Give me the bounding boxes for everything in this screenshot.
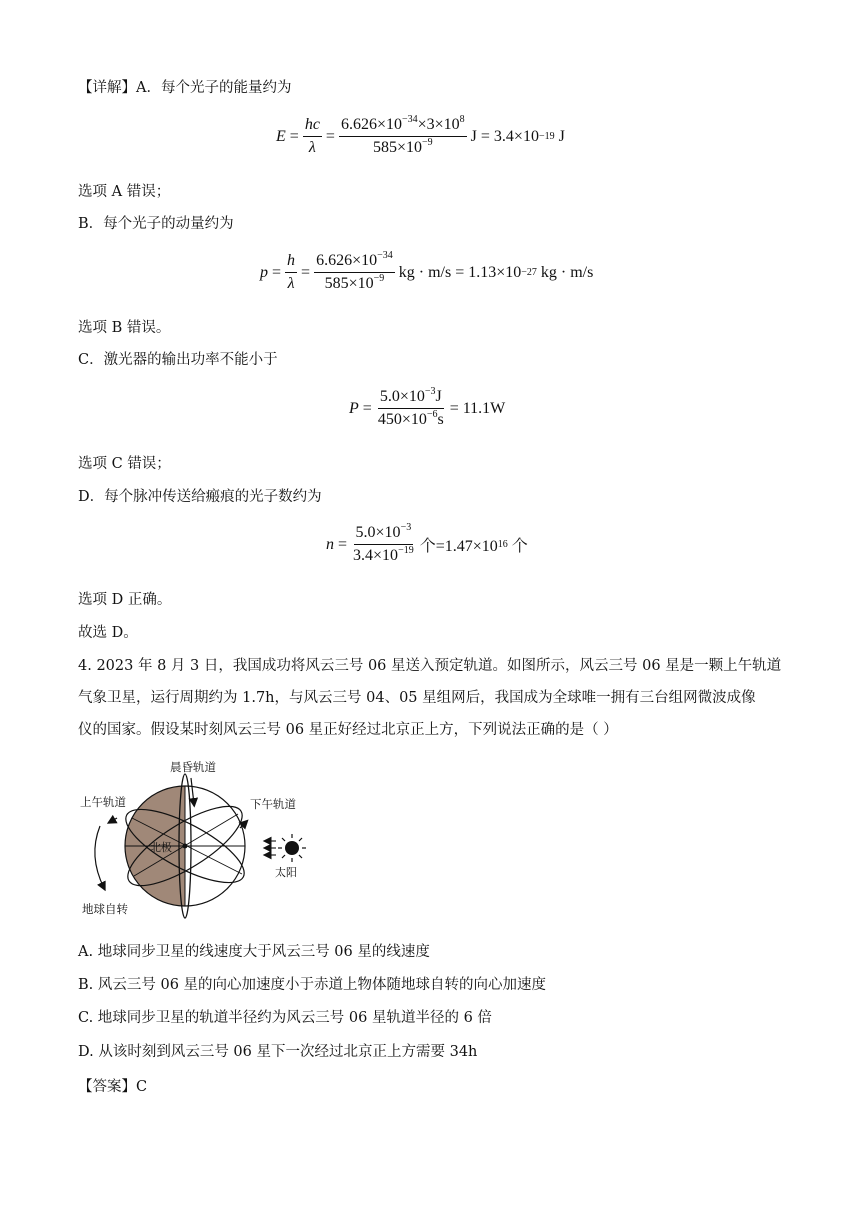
- option-c-conclusion: 选项 C 错误；: [78, 456, 171, 472]
- option-b-heading: B．每个光子的动量约为: [78, 216, 234, 232]
- eq-b-den: 585×10: [324, 275, 374, 292]
- eq-c-lhs: P: [349, 399, 359, 417]
- equation-b: p = $\frac{h}{\lambda}$ = $\frac{6.626\times 10^{-34}}{585\times 10^{-9}}$ kg · m/s = 1.13×10 −27 kg · m/s: [260, 250, 594, 292]
- eq-b-result-unit: kg · m/s: [540, 263, 594, 281]
- final-choice: 故选 D。: [78, 625, 138, 641]
- eq-c-result: = 11.1W: [449, 399, 506, 417]
- sunlight-arrows: [266, 841, 276, 855]
- eq-d-frac: [351, 524, 416, 565]
- eq-b-unit: kg · m/s: [398, 263, 452, 281]
- eq-a-frac1-den: λ: [308, 139, 316, 156]
- option-a-conclusion: 选项 A 错误；: [78, 184, 171, 200]
- eq-b-result: = 1.13×10: [455, 263, 522, 281]
- eq-a-lhs: E: [276, 127, 286, 145]
- eq-c-num-unit: J: [435, 388, 442, 405]
- option-d-heading: D．每个脉冲传送给瘢痕的光子数约为: [78, 489, 322, 505]
- earth-rotation-arrow: [95, 826, 104, 888]
- morning-orbit-arrow: [110, 818, 117, 822]
- eq-c-den-exp: −6: [426, 409, 438, 420]
- eq-d-result-unit: 个: [511, 538, 528, 555]
- eq-a-exp2: 8: [459, 114, 465, 125]
- eq-a-den: 585×10: [372, 139, 422, 156]
- eq-b-lhs: p: [260, 263, 268, 281]
- eq-b-frac-h: [285, 252, 297, 293]
- label-afternoon-orbit: 下午轨道: [250, 797, 296, 811]
- eq-a-num1: 6.626×10: [340, 116, 402, 133]
- option-d-conclusion: 选项 D 正确。: [78, 592, 172, 608]
- eq-b-num1: 6.626×10: [316, 252, 378, 269]
- eq-a-frac-values: [339, 116, 467, 157]
- eq-a-result: = 3.4×10: [480, 127, 539, 145]
- answer: 【答案】C: [78, 1079, 148, 1095]
- eq-c-num-exp: −3: [424, 386, 436, 397]
- eq-b-frac1-num: h: [285, 252, 297, 273]
- equation-d: n = $\frac{5.0\times 10^{-3}}{3.4\times 10^{-19}}$ 个=1.47×10 16 个: [326, 522, 528, 564]
- option-c-heading: C．激光器的输出功率不能小于: [78, 352, 278, 368]
- sun-icon: [285, 841, 299, 855]
- eq-b-frac1-den: λ: [287, 275, 295, 292]
- option-b: B. 风云三号 06 星的向心加速度小于赤道上物体随地球自转的向心加速度: [78, 977, 547, 993]
- north-pole-dot: [183, 844, 188, 849]
- eq-a-den-exp: −9: [422, 137, 433, 148]
- eq-d-lhs: n: [326, 535, 334, 553]
- eq-a-unit: J: [470, 127, 477, 145]
- label-sun: 太阳: [275, 866, 297, 879]
- eq-d-num-exp: −3: [400, 522, 412, 533]
- label-earth-rotation: 地球自转: [82, 902, 128, 916]
- eq-a-frac-hc: [303, 116, 322, 157]
- eq-a-exp1: −34: [401, 114, 418, 125]
- orbit-diagram: [70, 756, 340, 926]
- label-morning-orbit: 上午轨道: [80, 795, 126, 809]
- eq-a-frac1-num: hc: [303, 116, 322, 137]
- eq-a-result-unit: J: [558, 127, 565, 145]
- detail-heading: 【详解】A．每个光子的能量约为: [78, 80, 292, 96]
- eq-a-num2: ×3×10: [417, 116, 460, 133]
- option-b-conclusion: 选项 B 错误。: [78, 320, 171, 336]
- question4-line3: 仪的国家。假设某时刻风云三号 06 星正好经过北京正上方，下列说法正确的是（ ）: [78, 722, 618, 738]
- option-c: C. 地球同步卫星的轨道半径约为风云三号 06 星轨道半径的 6 倍: [78, 1010, 492, 1026]
- eq-c-den: 450×10: [377, 411, 427, 428]
- eq-d-result: 个=1.47×10: [419, 538, 498, 555]
- label-north-pole: 北极: [150, 841, 172, 854]
- equation-c: P = $\frac{5.0\times 10^{-3}J}{450\times 10^{-6}s}$ = 11.1W: [349, 386, 506, 428]
- dawn-dusk-arrow: [191, 778, 194, 804]
- eq-d-num: 5.0×10: [355, 524, 401, 541]
- question4-line1: 4. 2023 年 8 月 3 日，我国成功将风云三号 06 星送入预定轨道。如图所示，风云三号 06 星是一颗上午轨道: [78, 658, 782, 674]
- eq-d-den-exp: −19: [398, 545, 414, 556]
- label-dawn-dusk-orbit: 晨昏轨道: [170, 760, 216, 774]
- eq-c-frac: [376, 388, 446, 429]
- equation-a: E = $\frac{hc}{\lambda}$ = $\frac{6.626\times 10^{-34}\times 3\times 10^8}{585\times 10^{-9}}$ J = 3.4×10 −19 J: [276, 114, 565, 156]
- question4-line2: 气象卫星，运行周期约为 1.7h，与风云三号 04、05 星组网后，我国成为全球唯一拥有三台组网微波成像: [78, 690, 756, 706]
- eq-c-num: 5.0×10: [379, 388, 425, 405]
- option-d: D. 从该时刻到风云三号 06 星下一次经过北京正上方需要 34h: [78, 1044, 478, 1060]
- eq-b-den-exp: −9: [373, 273, 385, 284]
- option-a: A. 地球同步卫星的线速度大于风云三号 06 星的线速度: [78, 944, 430, 960]
- eq-d-den: 3.4×10: [353, 547, 399, 564]
- eq-c-den-unit: s: [437, 411, 444, 428]
- eq-b-exp1: −34: [377, 250, 393, 261]
- eq-b-frac-values: [314, 252, 395, 293]
